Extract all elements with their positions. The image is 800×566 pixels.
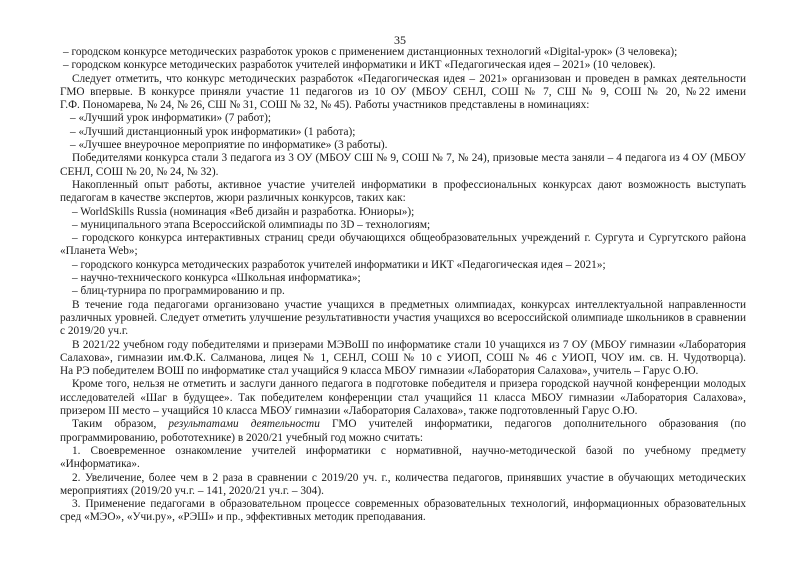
paragraph: [60, 418, 746, 445]
text-line: сред «МЭО», «Учи.ру», «РЭШ» и пр., эффективных методик преподавания.: [60, 511, 426, 524]
paragraph: [60, 259, 746, 272]
paragraph: [60, 179, 746, 206]
paragraph: [60, 59, 746, 72]
text-line: – городском конкурсе методических разработок учителей информатики и ИКТ «Педагогическая идея – 2021» (10 человек).: [63, 59, 656, 72]
text-line: В 2021/22 учебном году победителями и призерами МЭВоШ по информатике стали 10 учащихся из 7 ОУ (МБОУ гимназии «Лаборатория: [72, 338, 746, 351]
text-line: СЕНЛ, СОШ № 20, № 24, № 32).: [60, 165, 219, 178]
paragraph: [60, 498, 746, 525]
text-line: – городского конкурса методических разработок учителей информатики и ИКТ «Педагогическая идея – 2021»;: [72, 258, 606, 271]
text-line: исследователей «Шаг в будущее». Так победителем конференции стал учащийся 11 класса МБОУ гимназии «Лаборатория Салахова»,: [60, 391, 746, 404]
text-line: – муниципального этапа Всероссийской олимпиады по 3D – технологиям;: [72, 218, 431, 231]
text-line: программированию, робототехнике) в 2020/21 учебный год можно считать:: [60, 431, 424, 444]
text-line: – WorldSkills Russia (номинация «Веб дизайн и разработка. Юниоры»);: [72, 205, 415, 218]
paragraph: [60, 139, 746, 152]
text-line: призером III место – учащийся 10 класса МБОУ гимназии «Лаборатория Салахова», также подготовленный Гарус О.Ю.: [60, 405, 638, 418]
text-line: Следует отметить, что конкурс методических разработок «Педагогическая идея – 2021» организован и проведен в рамках деятельности: [72, 72, 746, 85]
text-line: Салахова», гимназии им.Ф.К. Салманова, лицея № 1, СЕНЛ, СОШ № 10 с УИОП, СОШ № 46 с УИОП, ЧОУ им. св. Н. Чудотворца).: [60, 351, 746, 364]
paragraph: [60, 206, 746, 219]
page-number: 35: [394, 33, 406, 47]
paragraph: [60, 232, 746, 259]
text-line: Накопленный опыт работы, активное участие учителей информатики в профессиональных конкурсах дают возможность выступать: [72, 178, 746, 191]
paragraph: [60, 339, 746, 379]
text-line: мероприятиях (2019/20 уч.г. – 141, 2020/21 уч.г. – 304).: [60, 484, 324, 497]
text-line: [60, 418, 746, 431]
paragraph: [60, 152, 746, 179]
paragraph: [60, 112, 746, 125]
paragraph: [60, 285, 746, 298]
paragraph: [60, 445, 746, 472]
italic-emphasis: результатами деятельности: [168, 418, 320, 431]
text-line: На РЭ победителем ВОШ по информатике стал учащийся 9 класса МБОУ гимназии «Лаборатория Салахова», учитель – Гарус О.Ю.: [60, 365, 699, 378]
document-body: [60, 46, 746, 525]
paragraph: [60, 272, 746, 285]
text-line: – «Лучший дистанционный урок информатики» (1 работа);: [70, 125, 356, 138]
text-line: 3. Применение педагогами в образовательном процессе современных образовательных технологий, информационных образовательных: [72, 498, 746, 511]
text-line: – городском конкурсе методических разработок уроков с применением дистанционных технологий «Digital-урок» (3 человека);: [63, 46, 678, 58]
paragraph: [60, 73, 746, 113]
text-segment: Таким образом,: [72, 418, 169, 431]
text-segment: ГМО учителей информатики, педагогов дополнительного образования (по: [319, 418, 746, 431]
text-line: Победителями конкурса стали 3 педагога из 3 ОУ (МБОУ СШ № 9, СОШ № 7, № 24), призовые места заняли – 4 педагога из 4 ОУ (МБОУ: [72, 152, 746, 165]
text-line: «Информатика».: [60, 458, 140, 471]
text-line: педагогам в качестве экспертов, жюри различных конкурсов, таких как:: [60, 192, 406, 205]
text-line: В течение года педагогами организовано участие учащихся в предметных олимпиадах, конкурсах интеллектуальной направленности: [72, 298, 746, 311]
text-line: – «Лучший урок информатики» (7 работ);: [70, 112, 272, 125]
text-line: «Планета Web»;: [60, 245, 138, 258]
text-line: с 2019/20 уч.г.: [60, 325, 129, 338]
text-line: ГМО впервые. В конкурсе приняли участие 11 педагогов из 10 ОУ (МБОУ СЕНЛ, СОШ № 7, СШ № 9, СОШ № 20, №22 имени: [60, 85, 746, 98]
text-line: – городского конкурса интерактивных страниц среди обучающихся общеобразовательных учреждений г. Сургута и Сургутского района: [72, 232, 746, 245]
paragraph: [60, 126, 746, 139]
text-line: различных уровней. Следует отметить улучшение результативности участия учащихся во всероссийской олимпиаде школьников в сравнении: [60, 311, 746, 324]
paragraph: [60, 378, 746, 418]
text-line: 2. Увеличение, более чем в 2 раза в сравнении с 2019/20 уч. г., количества педагогов, принявших участие в обучающих методических: [72, 471, 746, 484]
paragraph: [60, 299, 746, 339]
text-line: – научно-технического конкурса «Школьная информатика»;: [72, 272, 361, 285]
text-line: Г.Ф. Пономарева, № 24, № 26, СШ № 31, СОШ № 32, № 45). Работы участников представлены в номинациях:: [60, 99, 590, 112]
paragraph: [60, 219, 746, 232]
paragraph: [60, 46, 746, 59]
text-line: – «Лучшее внеурочное мероприятие по информатике» (3 работы).: [70, 139, 388, 152]
paragraph: [60, 472, 746, 499]
text-line: – блиц-турнира по программированию и пр.: [72, 285, 285, 298]
text-line: Кроме того, нельзя не отметить и заслуги данного педагога в подготовке победителя и призера городской научной конференции молодых: [72, 378, 746, 391]
text-line: 1. Своевременное ознакомление учителей информатики с нормативной, научно-методической базой по учебному предмету: [72, 444, 746, 457]
